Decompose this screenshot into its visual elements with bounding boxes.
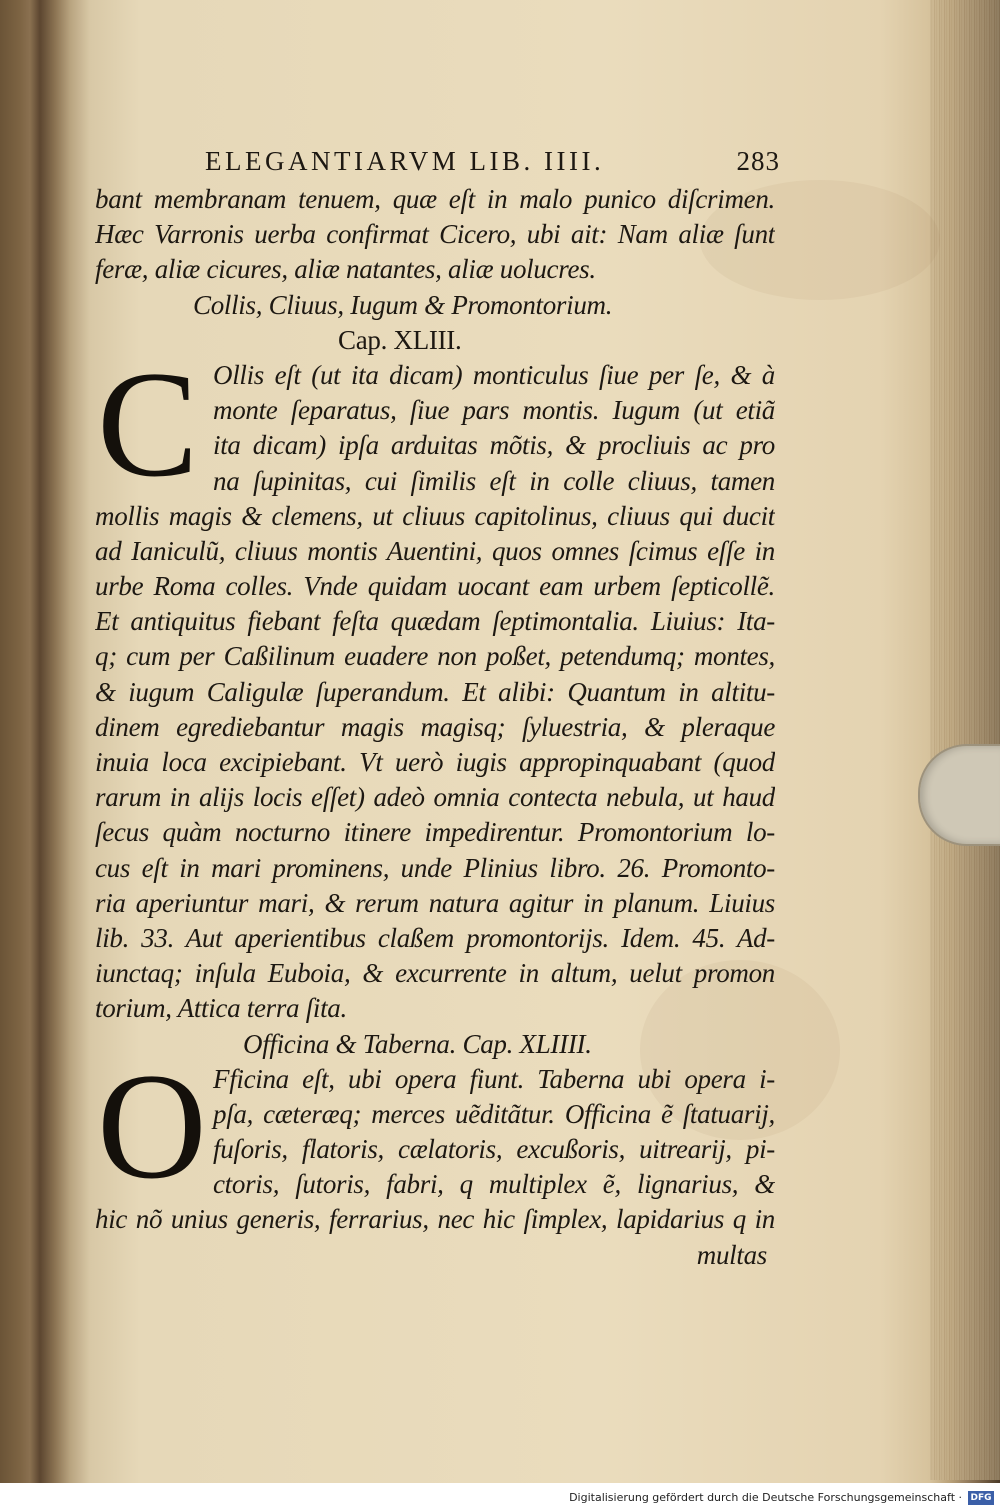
text-line: torium, Attica terra ſita. [95,993,347,1024]
page-edge-stack [930,0,1000,1480]
text-line: monte ſeparatus, ſiue pars montis. Iugum (ut etiã [213,395,775,426]
digitization-credit: Digitalisierung gefördert durch die Deutsche Forschungsgemeinschaft · [569,1491,962,1504]
text-line: & iugum Caligulæ ſuperandum. Et alibi: Quantum in altitu- [95,676,775,707]
text-line: Hæc Varronis uerba confirmat Cicero, ubi ait: Nam aliæ ſunt [95,219,775,250]
text-line: cus eſt in mari prominens, unde Plinius libro. 26. Promonto- [95,852,775,883]
text-line: ita dicam) ipſa arduitas mõtis, & procliuis ac pro [213,430,775,461]
text-line: dinem egrediebantur magis magisq; ſyluestria, & pleraque [95,711,775,742]
running-head [95,140,780,182]
section-heading: Collis, Cliuus, Iugum & Promontorium. [193,289,613,320]
drop-capital: O [97,1041,207,1210]
text-line: inuia loca excipiebant. Vt uerò iugis appropinquabant (quod [95,747,775,777]
catchword: multas [696,1239,767,1270]
text-line: ria aperiuntur mari, & rerum natura agitur in planum. Liuius [95,887,775,918]
text-line: ad Ianiculũ, cliuus montis Auentini, quos omnes ſcimus eſſe in [95,535,775,566]
dfg-logo: DFG [968,1491,994,1505]
text-line: na ſupinitas, cui ſimilis eſt in colle cliuus, tamen [213,465,775,496]
text-line: ſecus quàm nocturno itinere impedirentur. Promontorium lo- [95,817,775,848]
chapter-number: Cap. XLIII. [338,324,462,355]
text-line: Ollis eſt (ut ita dicam) monticulus ſiue per ſe, & à [213,359,775,390]
text-line: Et antiquitus fiebant feſta quædam ſeptimontalia. Liuius: Ita- [95,606,775,637]
page-text [95,140,780,1273]
text-line: Fficina eſt, ubi opera fiunt. Taberna ubi opera i- [213,1063,775,1094]
text-line: mollis magis & clemens, ut cliuus capitolinus, cliuus qui ducit [95,500,775,531]
section-heading: Officina & Taberna. Cap. XLIIII. [243,1028,592,1059]
text-line: q; cum per Caßilinum euadere non poßet, petendumq; montes, [95,641,775,672]
text-line: rarum in aliјs locis eſſet) adeò omnia contecta nebula, ut haud [95,782,775,813]
running-head-title: ELEGANTIARVM LIB. IIII. [205,146,605,176]
text-line: feræ, aliæ cicures, aliæ natantes, aliæ uolucres. [95,254,596,285]
text-line: pſa, cæteræq; merces uẽditãtur. Officina ẽ ſtatuarij, [213,1098,775,1129]
drop-capital: C [97,339,199,508]
footer-bar [0,1483,1000,1509]
text-line: ctoris, ſutoris, fabri, q multiplex ẽ, lignarius, & [213,1169,775,1200]
text-line: lib. 33. Aut aperientibus claßem promontorijs. Idem. 45. Ad- [95,922,775,953]
text-line: iunctaq; inſula Euboia, & excurrente in altum, uelut promon [95,958,775,989]
text-line: urbe Roma colles. Vnde quidam uocant eam urbem ſepticollẽ. [95,571,775,602]
text-line: hic nõ unius generis, ferrarius, nec hic ſimplex, lapidarius q in [95,1204,775,1235]
page-number: 283 [736,146,780,176]
text-line: fuſoris, flatoris, cælatoris, excußoris, uitrearij, pi- [213,1134,775,1165]
text-line: bant membranam tenuem, quæ eſt in malo punico diſcrimen. [95,184,775,214]
